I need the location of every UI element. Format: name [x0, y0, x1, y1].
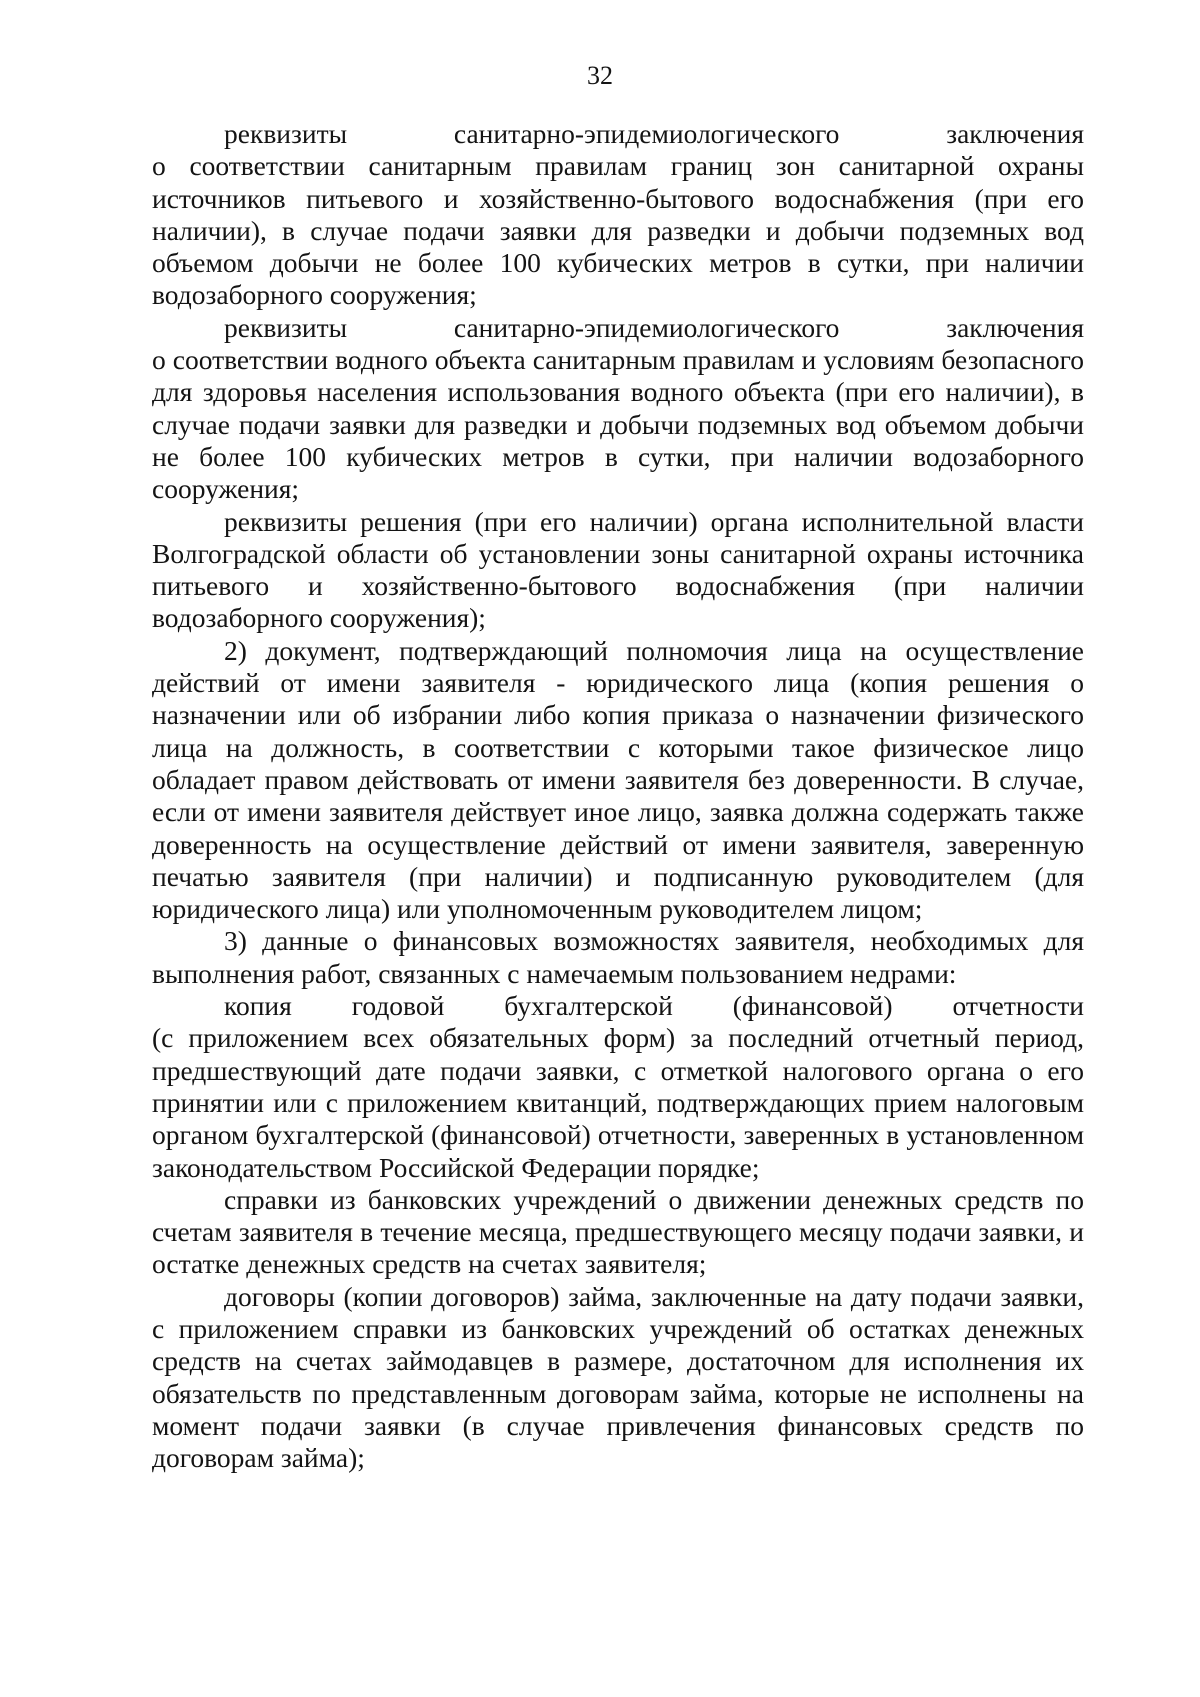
paragraph-item-3-financial-data: 3) данные о финансовых возможностях заявителя, необходимых для выполнения работ, связанных с намечаемым пользованием недрами: [152, 925, 1084, 989]
paragraph-bank-statements: справки из банковских учреждений о движении денежных средств по счетам заявителя в течение месяца, предшествующего месяцу подачи заявки, и остатке денежных средств на счетах заявителя; [152, 1183, 1084, 1280]
paragraph-sanitary-conclusion-1-body: о соответствии санитарным правилам границ зон санитарной охраны источников питьевого и хозяйственно-бытового водоснабжения (при его наличии), в случае подачи заявки для разведки и добычи подземных вод объемом добычи не более 100 кубических метров в сутки, при наличии водозаборного сооружения; [152, 150, 1084, 311]
paragraph-loan-agreements: договоры (копии договоров) займа, заключенные на дату подачи заявки, с приложением справки из банковских учреждений об остатках денежных средств на счетах займодавцев в размере, достаточном для исполнения их обязательств по представленным договорам займа, которые не исполнены на момент подачи заявки (в случае привлечения финансовых средств по договорам займа); [152, 1280, 1084, 1474]
paragraph-annual-report-body: (с приложением всех обязательных форм) за последний отчетный период, предшествующий дате подачи заявки, с отметкой налогового органа о его принятии или с приложением квитанций, подтверждающих прием налоговым органом бухгалтерской (финансовой) отчетности, заверенных в установленном законодательством Российской Федерации порядке; [152, 1022, 1084, 1183]
paragraph-sanitary-conclusion-2-body: о соответствии водного объекта санитарным правилам и условиям безопасного для здоровья населения использования водного объекта (при его наличии), в случае подачи заявки для разведки и добычи подземных вод объемом добычи не более 100 кубических метров в сутки, при наличии водозаборного сооружения; [152, 344, 1084, 505]
paragraph-item-2-authority-document: 2) документ, подтверждающий полномочия лица на осуществление действий от имени заявителя - юридического лица (копия решения о назначении или об избрании либо копия приказа о назначении физического лица на должность, в соответствии с которыми такое физическое лицо обладает правом действовать от имени заявителя без доверенности. В случае, если от имени заявителя действует иное лицо, заявка должна содержать также доверенность на осуществление действий от имени заявителя, заверенную печатью заявителя (при наличии) и подписанную руководителем (для юридического лица) или уполномоченным руководителем лицом; [152, 634, 1084, 925]
paragraph-annual-report-heading: копия годовой бухгалтерской (финансовой) отчетности [224, 990, 1084, 1022]
document-body [152, 118, 1084, 1474]
paragraph-sanitary-conclusion-1-heading: реквизиты санитарно-эпидемиологического заключения [224, 118, 1084, 149]
page-number: 32 [587, 61, 613, 90]
paragraph-protection-zone-decision: реквизиты решения (при его наличии) органа исполнительной власти Волгоградской области об установлении зоны санитарной охраны источника питьевого и хозяйственно-бытового водоснабжения (при наличии водозаборного сооружения); [152, 505, 1084, 634]
paragraph-sanitary-conclusion-2-heading: реквизиты санитарно-эпидемиологического заключения [224, 311, 1084, 343]
